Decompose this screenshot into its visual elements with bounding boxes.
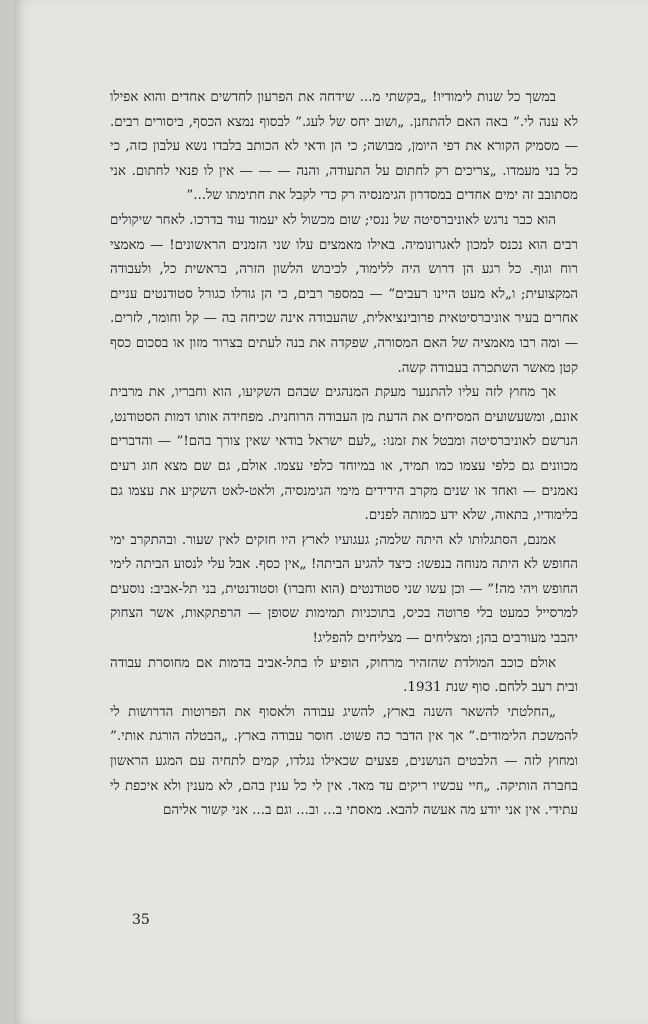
page-number: 35 [132, 912, 150, 928]
body-text [110, 86, 578, 824]
book-page [14, 0, 648, 1024]
paragraph: במשך כל שנות לימודיו! „בקשתי מ... שידחה את הפרעון לחדשים אחדים והוא אפילו לא ענה לי.” באה האם להתחנן. „ושוב יחס של לעג.” לבסוף נמצא הכסף, ביסורים רבים. — מסמיק הקורא את דפי היומן, מבושה; כי הן ודאי לא הכותב בלבדו נשא עלבון כזה, כי כל בני מעמדו. „צריכים רק לחתום על התעודה, והנה — — — אין לו פנאי לחתום. אני מסתובב זה ימים אחדים במסדרון הגימנסיה רק כדי לקבל את חתימתו של...” [110, 90, 578, 204]
paragraph: אולם כוכב המולדת שהזהיר מרחוק, הופיע לו בתל-אביב בדמות אם מחוסרת עבודה ובית רעב ללחם. סוף שנת 1931. [110, 655, 578, 696]
paragraph: אך מחוץ לזה עליו להתנער מעקת המנהגים שבהם השקיעו, הוא וחבריו, את מרבית אונם, ומשעשועים המסיחים את הדעת מן העבודה הרוחנית. מפחידה אותו דמות הסטודנט, הנרשם לאוניברסיטה ומבטל את זמנו: „לעם ישראל בודאי שאין צורך בהם!” — והדברים מכוונים גם כלפי עצמו כמו תמיד, או במיוחד כלפי עצמו. אולם, גם שם מצא חוג רעים נאמנים — ואחד או שנים מקרב הידידים מימי הגימנסיה, ולאט-לאט השקיע את עצמו גם בלימודיו, בתאוה, שלא ידע כמותה לפנים. [110, 385, 578, 524]
paragraph: אמנם, הסתגלותו לא היתה שלמה; געגועיו לארץ היו חזקים לאין שעור. ובהתקרב ימי החופש לא היתה מנוחה בנפשו: כיצד להגיע הביתה! „אין כסף. אבל עלי לנסוע הביתה לימי החופש ויהי מה!” — וכן עשו שני סטודנטים (הוא וחברו) וסטודנטית, בני תל-אביב: נוסעים למרסייל כמעט בלי פרוטה בכיס, בתוכניות תמימות שסופן — הרפתקאות, אשר הצחוק יהבבי מעורבים בהן; ומצליחים — מצליחים להפליג! [110, 532, 578, 647]
paragraph: „החלטתי להשאר השנה בארץ, להשיג עבודה ולאסוף את הפרוטות הדרושות לי להמשכת הלימודים.” אך אין הדבר כה פשוט. חוסר עבודה בארץ. „הבטלה הורגת אותי.” ומחוץ לזה — הלבטים הנושנים, פצעים שכאילו נגלדו, קמים לתחיה עם המגע הראשון בחברה הותיקה. „חיי עכשיו ריקים עד מאד. אין לי כל ענין בהם, לא מענין ולא איכפת לי עתידי. אין אני יודע מה אעשה להבא. מאסתי ב... וב... וגם ב... אני קשור אליהם [110, 704, 578, 819]
paragraph: הוא כבר נרגש לאוניברסיטה של ננסי; שום מכשול לא יעמוד עוד בדרכו. לאחר שיקולים רבים הוא נכנס למכון לאגרונומיה. באילו מאמצים עלו שני הזמנים הראשונים! — מאמצי רוח וגוף. כל רגע הן דרוש היה ללימוד, לכיבוש הלשון הזרה, בראשית כל, ולעבודה המקצועית; ו„לא מעט היינו רעבים” — במספר רבים, כי הן גורלו כגורל סטודנטים עניים אחרים בעיר אוניברסיטאית פרובינציאלית, שהעבודה אינה שכיחה בה — קל וחומר, לזרים. — ומה רבו מאמציה של האם המסורה, שפקדה את בנה לעתים בצרור מזון או בסכום כסף קטן מאשר השתכרה בעבודה קשה. [110, 212, 578, 376]
